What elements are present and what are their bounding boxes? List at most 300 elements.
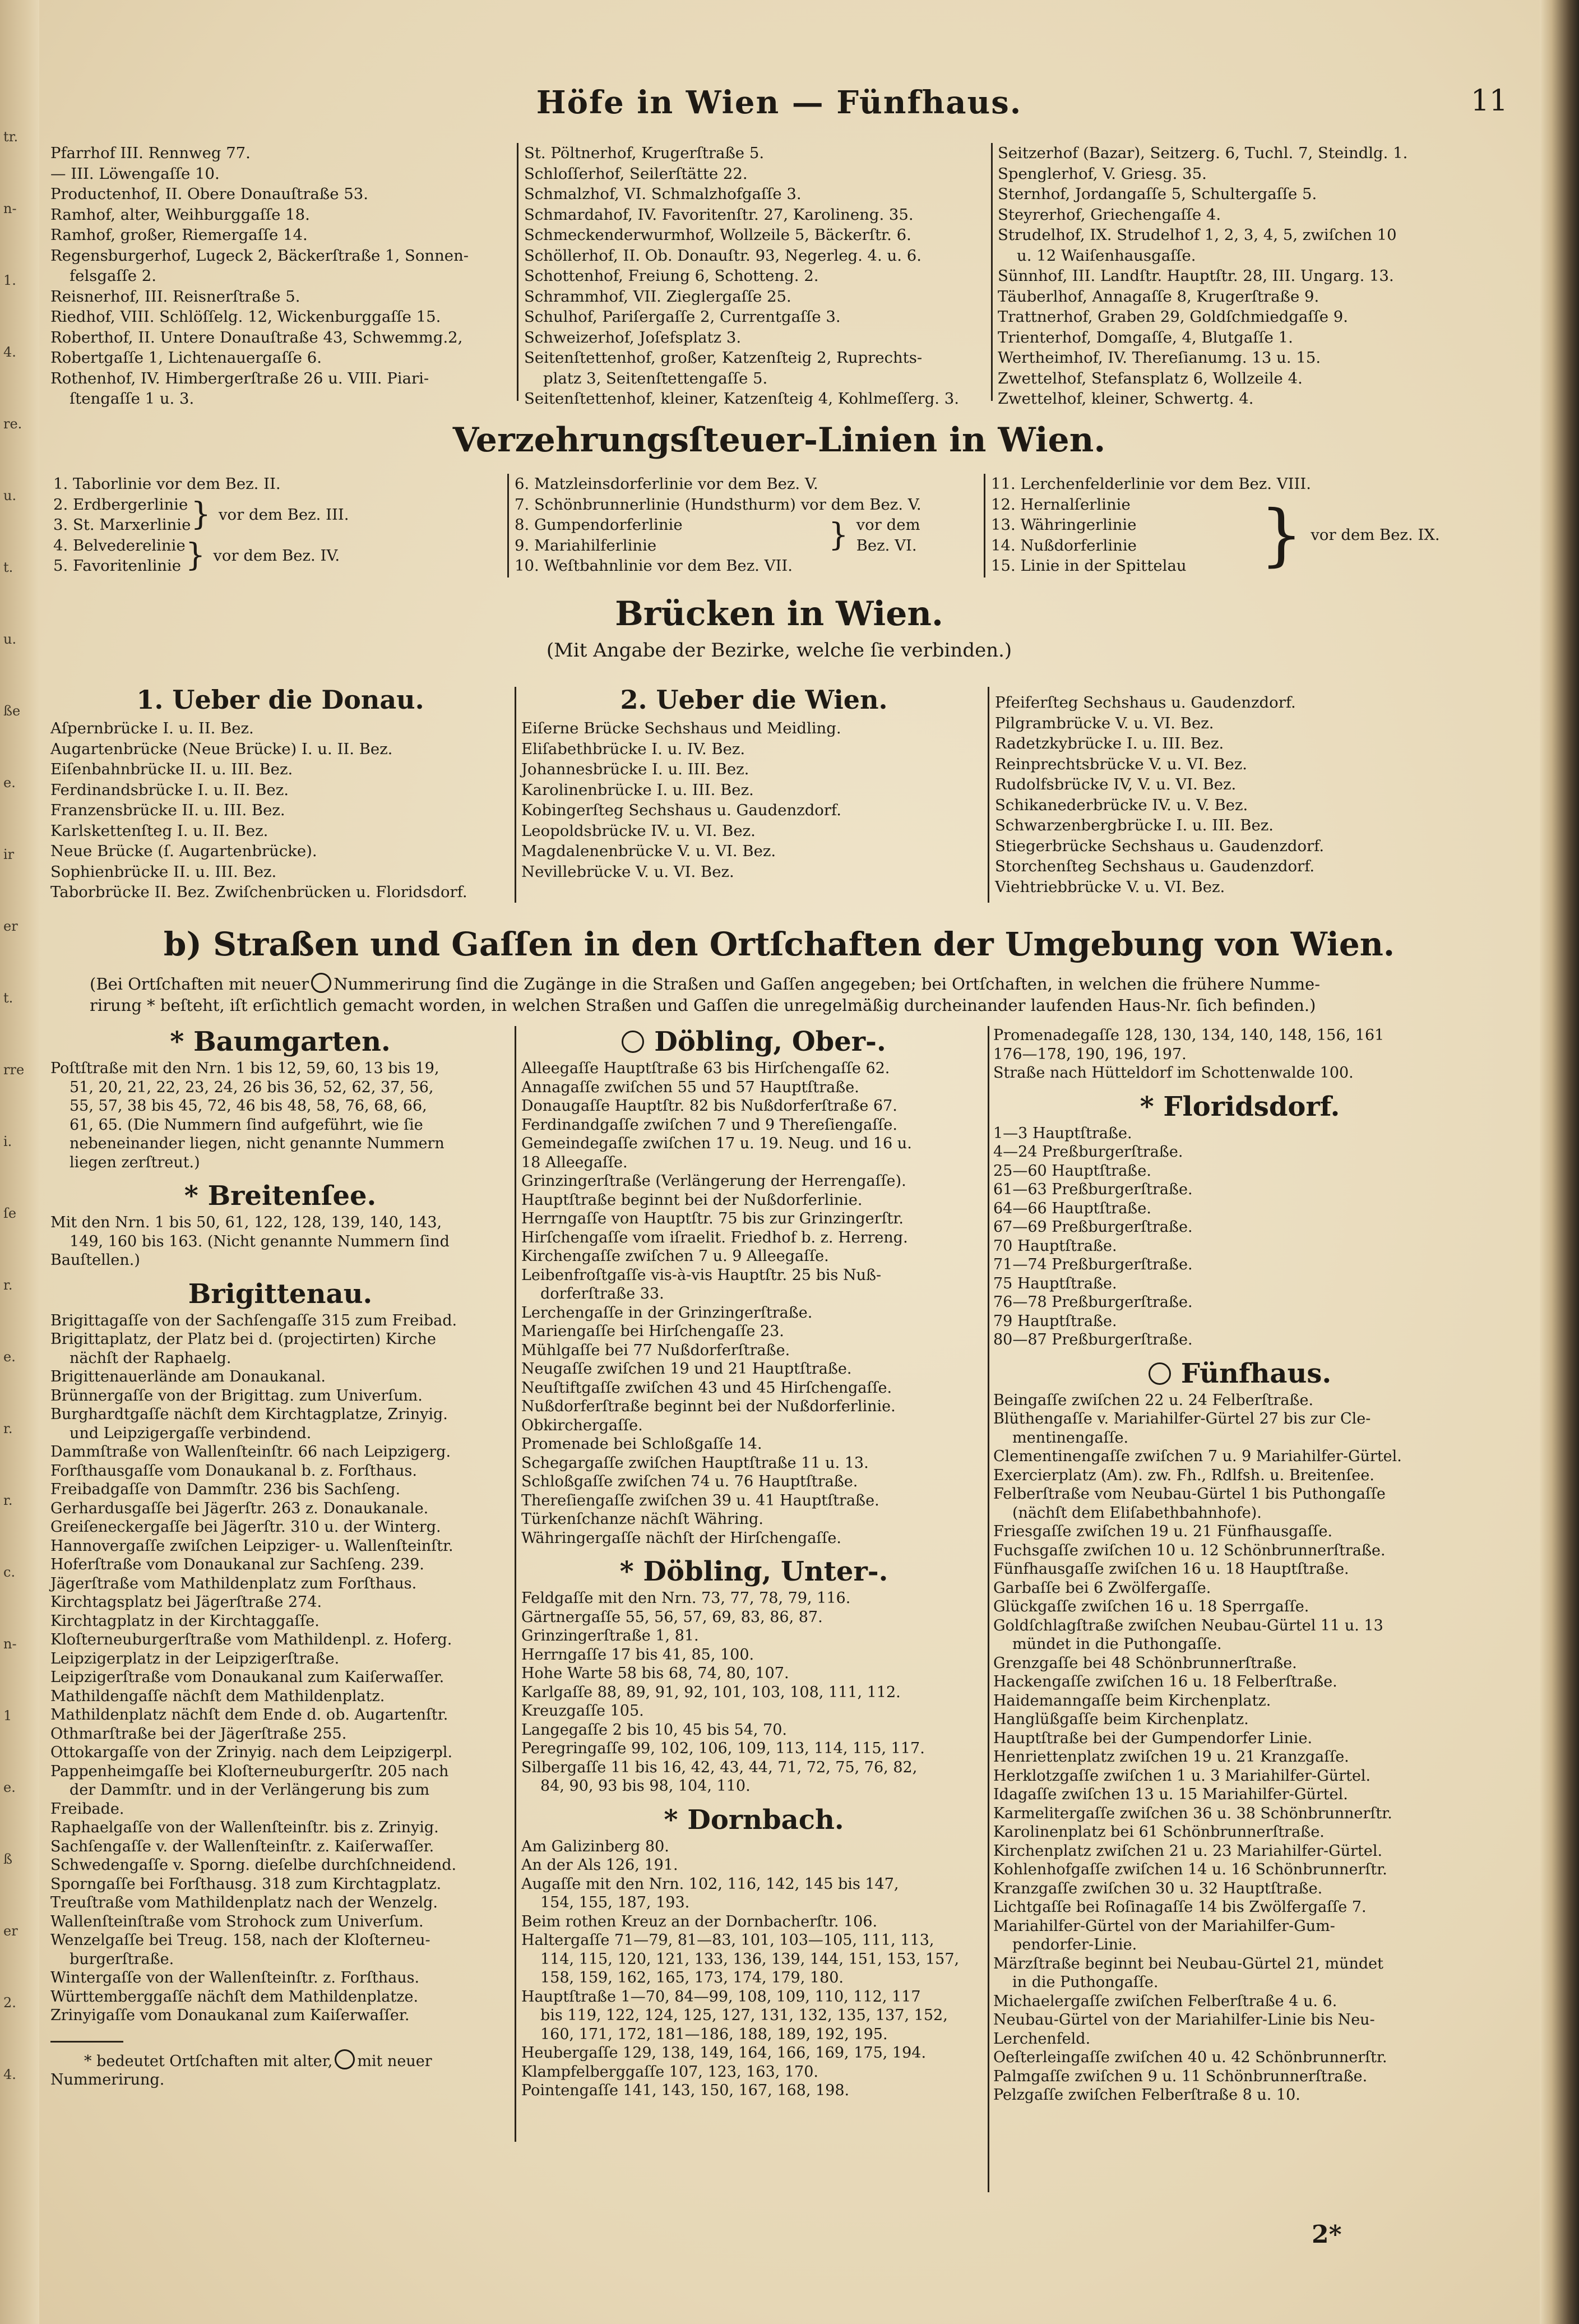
list-item: Eliſabethbrücke I. u. IV. Bez.: [521, 740, 745, 758]
circle-symbol-icon: [622, 1031, 644, 1053]
list-item: Sporngaſſe bei Forſthausg. 318 zum Kirchtagplatz.: [50, 1875, 442, 1893]
list-item: 76—78 Preßburgerſtraße.: [993, 1293, 1193, 1311]
list-item: Brigittaplatz, der Platz bei d. (projectirten) Kirche: [50, 1330, 436, 1348]
column-rule: [517, 143, 518, 401]
list-item: mündet in die Puthongaſſe.: [1012, 1635, 1222, 1653]
strassen-note: [90, 973, 1480, 1016]
list-item: felsgaſſe 2.: [70, 267, 156, 285]
strassen-column-3: [993, 1026, 1487, 2105]
list-item: Herrngaſſe 17 bis 41, 85, 100.: [521, 1646, 754, 1664]
list-item: Hackengaſſe zwiſchen 16 u. 18 Felberſtraße.: [993, 1673, 1337, 1690]
list-item: Schottenhof, Freiung 6, Schotteng. 2.: [524, 267, 819, 285]
footnote-text: * bedeutet Ortſchaften mit alter,: [84, 2052, 333, 2070]
list-item: Fünfhausgaſſe zwiſchen 16 u. 18 Hauptſtraße.: [993, 1560, 1349, 1578]
list-item: Karmelitergaſſe zwiſchen 36 u. 38 Schönbrunnerſtr.: [993, 1804, 1392, 1822]
page-header: [50, 84, 1508, 123]
list-item: Palmgaſſe zwiſchen 9 u. 11 Schönbrunnerſtraße.: [993, 2067, 1368, 2085]
list-item: Eiſerne Brücke Sechshaus und Meidling.: [521, 719, 841, 737]
list-item: 3. St. Marxerlinie: [53, 516, 191, 534]
list-item: Greiſeneckergaſſe bei Jägerſtr. 310 u. der Winterg.: [50, 1518, 441, 1536]
list-item: Sachſengaſſe v. der Wallenſteinſtr. z. Kaiſerwaſſer.: [50, 1837, 434, 1855]
bruecken-title: Brücken in Wien.: [615, 594, 943, 634]
margin-fragment: tr.: [3, 129, 18, 145]
list-item: Kirchenplatz zwiſchen 21 u. 23 Mariahilfer-Gürtel.: [993, 1842, 1383, 1860]
place-heading: [50, 1024, 510, 1059]
list-item: u. 12 Waiſenhausgaſſe.: [1017, 246, 1196, 265]
footnote-text: Nummerirung.: [50, 2071, 165, 2089]
list-item: Schwarzenbergbrücke I. u. III. Bez.: [995, 816, 1274, 834]
list-item: Herklotzgaſſe zwiſchen 1 u. 3 Mariahilfer-Gürtel.: [993, 1767, 1371, 1785]
list-item: Peregringaſſe 99, 102, 106, 109, 113, 114, 115, 117.: [521, 1740, 925, 1757]
list-item: liegen zerſtreut.): [70, 1153, 200, 1171]
margin-fragment: t.: [3, 990, 13, 1006]
list-item: Seitenſtettenhof, großer, Katzenſteig 2, Ruprechts-: [524, 349, 923, 367]
list-item: Rudolfsbrücke IV, V. u. VI. Bez.: [995, 775, 1237, 793]
margin-fragment: n-: [3, 201, 17, 216]
list-item: 4. Belvederelinie: [53, 536, 186, 555]
circle-symbol-icon: [311, 973, 331, 993]
list-item: 160, 171, 172, 181—186, 188, 189, 192, 195.: [540, 2025, 888, 2043]
place-name: * Floridsdorf.: [1140, 1091, 1340, 1122]
margin-fragment: 4.: [3, 2067, 16, 2082]
margin-fragment: ir: [3, 847, 15, 862]
list-item: Brünnergaſſe von der Brigittag. zum Univerſum.: [50, 1387, 423, 1404]
list-item: Freibadgaſſe von Dammſtr. 236 bis Sachſeng.: [50, 1481, 401, 1498]
list-item: 61—63 Preßburgerſtraße.: [993, 1181, 1193, 1198]
list-item: Donaugaſſe Hauptſtr. 82 bis Nußdorferſtraße 67.: [521, 1097, 897, 1115]
list-item: Gärtnergaſſe 55, 56, 57, 69, 83, 86, 87.: [521, 1608, 823, 1626]
list-item: dorferſtraße 33.: [540, 1285, 664, 1302]
list-item: Leipzigerplatz in der Leipzigerſtraße.: [50, 1650, 340, 1667]
page-title: Höfe in Wien — Fünfhaus.: [536, 84, 1022, 121]
list-item: Karlgaſſe 88, 89, 91, 92, 101, 103, 108, 111, 112.: [521, 1683, 901, 1701]
list-item: bis 119, 122, 124, 125, 127, 131, 132, 135, 137, 152,: [540, 2007, 948, 2024]
list-item: pendorfer-Linie.: [1012, 1936, 1137, 1953]
place-name: * Dornbach.: [664, 1804, 844, 1836]
list-item: Rothenhof, IV. Himbergerſtraße 26 u. VIII. Piari-: [50, 369, 429, 387]
margin-fragment: rre: [3, 1062, 25, 1078]
list-item: Langegaſſe 2 bis 10, 45 bis 54, 70.: [521, 1721, 788, 1739]
list-item: Henriettenplatz zwiſchen 19 u. 21 Kranzgaſſe.: [993, 1748, 1349, 1766]
brace-glyph: }: [828, 516, 849, 553]
list-item: Promenade bei Schloßgaſſe 14.: [521, 1435, 762, 1453]
list-item: Lerchengaſſe in der Grinzingerſtraße.: [521, 1304, 813, 1322]
list-item: An der Als 126, 191.: [521, 1856, 678, 1874]
margin-fragment: 2.: [3, 1995, 16, 2011]
list-item: Poſtſtraße mit den Nrn. 1 bis 12, 59, 60, 13 bis 19,: [50, 1060, 439, 1077]
bruecken-column-2: [521, 681, 987, 882]
list-item: Schwedengaſſe v. Sporng. dieſelbe durchſchneidend.: [50, 1856, 457, 1874]
list-item: Spenglerhof, V. Griesg. 35.: [998, 164, 1207, 183]
place-heading: [521, 1803, 987, 1837]
column-rule: [507, 474, 509, 577]
list-item: Heubergaſſe 129, 138, 149, 164, 166, 169, 175, 194.: [521, 2044, 927, 2062]
place-heading: [50, 1277, 510, 1311]
list-item: Wenzelgaſſe bei Treug. 158, nach der Kloſterneu-: [50, 1932, 430, 1949]
list-item: 149, 160 bis 163. (Nicht genannte Nummern ſind: [70, 1232, 450, 1250]
list-item: 51, 20, 21, 22, 23, 24, 26 bis 36, 52, 62, 37, 56,: [70, 1078, 434, 1096]
list-item: Haidemanngaſſe beim Kirchenplatz.: [993, 1692, 1271, 1709]
list-item: Wintergaſſe von der Wallenſteinſtr. z. Forſthaus.: [50, 1969, 420, 1986]
list-item: — III. Löwengaſſe 10.: [50, 164, 220, 183]
margin-fragment: ſe: [3, 1205, 17, 1221]
place-name: * Baumgarten.: [170, 1026, 391, 1057]
bruecken-subtitle: (Mit Angabe der Bezirke, welche ſie verbinden.): [546, 639, 1012, 662]
list-item: Hanglüßgaſſe beim Kirchenplatz.: [993, 1711, 1249, 1728]
bruecken-column-3: [995, 692, 1488, 897]
list-item: Täuberlhof, Annagaſſe 8, Krugerſtraße 9.: [998, 287, 1319, 306]
brace-label: vor dem Bez. III.: [219, 505, 349, 524]
list-item: Productenhof, II. Obere Donauſtraße 53.: [50, 185, 369, 203]
list-item: Schulhof, Pariſergaſſe 2, Currentgaſſe 3.: [524, 308, 841, 326]
list-item: Ferdinandsbrücke I. u. II. Bez.: [50, 780, 289, 799]
list-item: Hauptſtraße 1—70, 84—99, 108, 109, 110, 112, 117: [521, 1988, 921, 2006]
brace-glyph: }: [191, 496, 211, 533]
margin-fragment: 1: [3, 1708, 12, 1724]
list-item: Burghardtgaſſe nächſt dem Kirchtagplatze, Zrinyig.: [50, 1406, 448, 1423]
list-item: 5. Favoritenlinie: [53, 557, 182, 575]
list-item: 9. Mariahilferlinie: [515, 536, 657, 555]
margin-fragment: 4.: [3, 344, 16, 360]
list-item: Mariengaſſe bei Hirſchengaſſe 23.: [521, 1323, 784, 1340]
brace-label: vor dem Bez. IX.: [1311, 526, 1440, 544]
list-item: Ramhof, alter, Weihburggaſſe 18.: [50, 205, 310, 224]
list-item: Taborbrücke II. Bez. Zwiſchenbrücken u. Floridsdorf.: [50, 883, 467, 901]
list-item: Robertgaſſe 1, Lichtenauergaſſe 6.: [50, 349, 322, 367]
list-item: burgerſtraße.: [70, 1950, 174, 1968]
list-item: Hauptſtraße beginnt bei der Nußdorferlinie.: [521, 1191, 863, 1209]
column-rule: [988, 687, 989, 903]
place-heading: [521, 1024, 987, 1059]
list-item: Schloſſerhof, Seilerſtätte 22.: [524, 164, 748, 183]
list-item: Pfarrhof III. Rennweg 77.: [50, 144, 251, 162]
verzehrung-title: Verzehrungsſteuer-Linien in Wien.: [452, 421, 1106, 460]
note-text: (Bei Ortſchaften mit neuer: [90, 974, 309, 994]
circle-symbol-icon: [335, 2049, 355, 2069]
list-item: Am Galizinberg 80.: [521, 1837, 669, 1855]
note-text: Nummerirung ſind die Zugänge in die Straßen und Gaſſen angegeben; bei Ortſchaften, in welchen die frühere Numme-: [334, 974, 1321, 994]
list-item: Leibenfroſtgaſſe vis-à-vis Hauptſtr. 25 bis Nuß-: [521, 1266, 882, 1284]
list-item: Karolinenplatz bei 61 Schönbrunnerſtraße.: [993, 1823, 1325, 1841]
list-item: Promenadegaſſe 128, 130, 134, 140, 148, 156, 161: [993, 1027, 1384, 1044]
list-item: Raphaelgaſſe von der Wallenſteinſtr. bis z. Zrinyig.: [50, 1819, 439, 1836]
list-item: Gemeindegaſſe zwiſchen 17 u. 19. Neug. und 16 u.: [521, 1135, 912, 1152]
list-item: 11. Lerchenfelderlinie vor dem Bez. VIII.: [991, 475, 1311, 493]
signature-mark: 2*: [1312, 2220, 1342, 2249]
list-item: Grinzingerſtraße 1, 81.: [521, 1627, 699, 1644]
list-item: 80—87 Preßburgerſtraße.: [993, 1331, 1193, 1348]
brace-label: Bez. VI.: [856, 536, 917, 555]
list-item: 67—69 Preßburgerſtraße.: [993, 1218, 1193, 1236]
list-item: Kranzgaſſe zwiſchen 30 u. 32 Hauptſtraße.: [993, 1879, 1323, 1897]
list-item: Schegargaſſe zwiſchen Hauptſtraße 11 u. 13.: [521, 1454, 869, 1472]
list-item: Sophienbrücke II. u. III. Bez.: [50, 862, 277, 881]
brace-glyph: }: [1260, 496, 1303, 574]
list-item: Mathildenplatz nächſt dem Ende d. ob. Augartenſtr.: [50, 1706, 448, 1724]
list-item: Reisnerhof, III. Reisnerſtraße 5.: [50, 287, 300, 306]
list-item: Glückgaſſe zwiſchen 16 u. 18 Sperrgaſſe.: [993, 1598, 1309, 1615]
list-item: 84, 90, 93 bis 98, 104, 110.: [540, 1777, 751, 1795]
list-item: Schmalzhof, VI. Schmalzhofgaſſe 3.: [524, 185, 802, 203]
list-item: Pfeiferſteg Sechshaus u. Gaudenzdorf.: [995, 694, 1296, 711]
list-item: mentinengaſſe.: [1012, 1429, 1129, 1447]
list-item: Roberthof, II. Untere Donauſtraße 43, Schwemmg.2,: [50, 328, 463, 346]
list-item: 70 Hauptſtraße.: [993, 1237, 1117, 1255]
brace-glyph: }: [185, 537, 206, 574]
margin-fragment: r.: [3, 1493, 13, 1508]
column-rule: [515, 687, 516, 903]
brace-label: vor dem: [856, 516, 920, 534]
list-item: Oeſterleingaſſe zwiſchen 40 u. 42 Schönbrunnerſtr.: [993, 2049, 1387, 2066]
column-rule: [515, 1026, 516, 2142]
list-item: Schrammhof, VII. Zieglergaſſe 25.: [524, 287, 791, 306]
list-item: 13. Währingerlinie: [991, 516, 1137, 534]
column-rule: [988, 1026, 989, 2192]
list-item: nebeneinander liegen, nicht genannte Nummern: [70, 1135, 444, 1152]
strassen-column-2: [521, 1018, 987, 2100]
list-item: 18 Alleegaſſe.: [521, 1153, 628, 1171]
list-item: Beim rothen Kreuz an der Dornbacherſtr. 106.: [521, 1912, 878, 1930]
hoefe-column-2: [524, 143, 992, 409]
list-item: Blüthengaſſe v. Mariahilfer-Gürtel 27 bis zur Cle-: [993, 1410, 1371, 1427]
list-item: Hauptſtraße bei der Gumpendorfer Linie.: [993, 1729, 1313, 1747]
list-item: Neue Brücke (ſ. Augartenbrücke).: [50, 842, 317, 860]
place-heading: [50, 1179, 510, 1213]
column-rule: [984, 474, 985, 577]
book-spine: [1540, 0, 1579, 2324]
list-item: Grenzgaſſe bei 48 Schönbrunnerſtraße.: [993, 1654, 1297, 1672]
list-item: Gerhardusgaſſe bei Jägerſtr. 263 z. Donaukanale.: [50, 1499, 429, 1517]
list-item: Brigittenauerlände am Donaukanal.: [50, 1368, 326, 1385]
list-item: in die Puthongaſſe.: [1012, 1974, 1159, 1991]
margin-fragment: ß: [3, 1851, 13, 1867]
donau-title: 1. Ueber die Donau.: [136, 685, 424, 715]
place-heading: [993, 1356, 1487, 1391]
list-item: 176—178, 190, 196, 197.: [993, 1045, 1187, 1063]
list-item: 14. Nußdorferlinie: [991, 536, 1137, 555]
list-item: Kohlenhofgaſſe zwiſchen 14 u. 16 Schönbrunnerſtr.: [993, 1861, 1387, 1878]
list-item: Leipzigerſtraße vom Donaukanal zum Kaiſerwaſſer.: [50, 1669, 444, 1686]
list-item: 71—74 Preßburgerſtraße.: [993, 1256, 1193, 1273]
place-name: * Döbling, Unter-.: [619, 1556, 888, 1587]
list-item: Kirchtagplatz in der Kirchtaggaſſe.: [50, 1612, 319, 1630]
column-rule: [991, 143, 993, 401]
list-item: 75 Hauptſtraße.: [993, 1274, 1117, 1292]
list-item: Hirſchengaſſe vom iſraelit. Friedhof b. z. Herreng.: [521, 1228, 908, 1246]
list-item: Kreuzgaſſe 105.: [521, 1702, 644, 1720]
list-item: Augartenbrücke (Neue Brücke) I. u. II. Bez.: [50, 740, 393, 758]
list-item: platz 3, Seitenſtettengaſſe 5.: [543, 369, 768, 387]
strassen-title: b) Straßen und Gaſſen in den Ortſchaften der Umgebung von Wien.: [163, 925, 1395, 963]
margin-fragment: r.: [3, 1421, 13, 1436]
list-item: Radetzkybrücke I. u. III. Bez.: [995, 734, 1224, 752]
list-item: Sünnhof, III. Landſtr. Hauptſtr. 28, III. Ungarg. 13.: [998, 267, 1394, 285]
list-item: Idagaſſe zwiſchen 13 u. 15 Mariahilfer-Gürtel.: [993, 1786, 1348, 1803]
list-item: Johannesbrücke I. u. III. Bez.: [521, 760, 749, 778]
list-item: Württemberggaſſe nächſt dem Mathildenplatze.: [50, 1988, 419, 2006]
list-item: ſtengaſſe 1 u. 3.: [70, 390, 195, 408]
list-item: Nevillebrücke V. u. VI. Bez.: [521, 862, 734, 881]
wien-title: 2. Ueber die Wien.: [620, 685, 888, 715]
list-item: Ferdinandgaſſe zwiſchen 7 und 9 Thereſiengaſſe.: [521, 1116, 897, 1134]
list-item: Märzſtraße beginnt bei Neubau-Gürtel 21, mündet: [993, 1955, 1384, 1972]
margin-fragment: c.: [3, 1564, 16, 1580]
list-item: 158, 159, 162, 165, 173, 174, 179, 180.: [540, 1969, 844, 1986]
list-item: Schweizerhof, Joſefsplatz 3.: [524, 328, 742, 346]
list-item: Exercierplatz (Am). zw. Fh., Rdlfsh. u. Breitenſee.: [993, 1466, 1374, 1484]
list-item: Wallenſteinſtraße vom Strohock zum Univerſum.: [50, 1912, 424, 1930]
place-heading: [993, 1089, 1487, 1124]
list-item: Mathildengaſſe nächſt dem Mathildenplatz.: [50, 1687, 385, 1705]
list-item: Neugaſſe zwiſchen 19 und 21 Hauptſtraße.: [521, 1360, 852, 1378]
margin-fragment: re.: [3, 416, 22, 432]
margin-fragment: t.: [3, 560, 13, 575]
list-item: der Dammſtr. und in der Verlängerung bis zum: [70, 1781, 430, 1799]
list-item: Forſthausgaſſe vom Donaukanal b. z. Forſthaus.: [50, 1462, 417, 1480]
list-item: Zwettelhof, Stefansplatz 6, Wollzeile 4.: [998, 369, 1303, 387]
list-item: Bauſtellen.): [50, 1251, 140, 1269]
list-item: Othmarſtraße bei der Jägerſtraße 255.: [50, 1725, 347, 1743]
list-item: 15. Linie in der Spittelau: [991, 557, 1187, 575]
list-item: Lerchenfeld.: [993, 2030, 1091, 2048]
list-item: 12. Hernalſerlinie: [991, 495, 1131, 514]
bruecken-column-1: [50, 681, 510, 903]
list-item: Thereſiengaſſe zwiſchen 39 u. 41 Hauptſtraße.: [521, 1491, 879, 1509]
margin-fragment: 1.: [3, 272, 16, 288]
list-item: 64—66 Hauptſtraße.: [993, 1199, 1151, 1217]
margin-fragment: ße: [3, 703, 21, 719]
margin-fragment: i.: [3, 1134, 12, 1149]
list-item: Riedhof, VIII. Schlöſſelg. 12, Wickenburggaſſe 15.: [50, 308, 441, 326]
verzehrung-column-2: [515, 474, 991, 576]
list-item: 1—3 Hauptſtraße.: [993, 1124, 1132, 1142]
list-item: Straße nach Hütteldorf im Schottenwalde 100.: [993, 1064, 1354, 1082]
list-item: Neubau-Gürtel von der Mariahilfer-Linie bis Neu-: [993, 2011, 1375, 2029]
list-item: Brigittagaſſe von der Sachſengaſſe 315 zum Freibad.: [50, 1311, 457, 1329]
list-item: Leopoldsbrücke IV. u. VI. Bez.: [521, 821, 756, 840]
list-item: Freibade.: [50, 1800, 124, 1818]
list-item: Hoferſtraße vom Donaukanal zur Sachſeng. 239.: [50, 1556, 424, 1573]
list-item: Kloſterneuburgerſtraße vom Mathildenpl. z. Hoferg.: [50, 1631, 452, 1648]
list-item: Storchenſteg Sechshaus u. Gaudenzdorf.: [995, 857, 1315, 875]
page-number: 11: [1470, 84, 1508, 118]
list-item: Pelzgaſſe zwiſchen Felberſtraße 8 u. 10.: [993, 2086, 1300, 2104]
list-item: Goldſchlagſtraße zwiſchen Neubau-Gürtel 11 u. 13: [993, 1616, 1383, 1634]
list-item: Schloßgaſſe zwiſchen 74 u. 76 Hauptſtraße.: [521, 1473, 858, 1490]
list-item: Feldgaſſe mit den Nrn. 73, 77, 78, 79, 116.: [521, 1590, 851, 1607]
list-item: nächſt der Raphaelg.: [70, 1349, 231, 1367]
list-item: Hohe Warte 58 bis 68, 74, 80, 107.: [521, 1665, 789, 1682]
list-item: Pappenheimgaſſe bei Kloſterneuburgerſtr. 205 nach: [50, 1762, 449, 1780]
margin-fragment: n-: [3, 1636, 17, 1652]
list-item: Seitenſtettenhof, kleiner, Katzenſteig 4, Kohlmeſſerg. 3.: [524, 390, 960, 408]
list-item: Pilgrambrücke V. u. VI. Bez.: [995, 714, 1214, 732]
list-item: 2. Erdbergerlinie: [53, 495, 188, 514]
list-item: 6. Matzleinsdorferlinie vor dem Bez. V.: [515, 475, 818, 493]
list-item: Lichtgaſſe bei Roſinagaſſe 14 bis Zwölfergaſſe 7.: [993, 1898, 1367, 1916]
list-item: Pointengaſſe 141, 143, 150, 167, 168, 198.: [521, 2082, 850, 2099]
list-item: Steyrerhof, Griechengaſſe 4.: [998, 205, 1221, 224]
margin-fragment: e.: [3, 1780, 16, 1795]
list-item: Fuchsgaſſe zwiſchen 10 u. 12 Schönbrunnerſtraße.: [993, 1541, 1386, 1559]
verzehrung-column-3: [991, 474, 1495, 576]
list-item: 79 Hauptſtraße.: [993, 1312, 1117, 1330]
list-item: Herrngaſſe von Hauptſtr. 75 bis zur Grinzingerſtr.: [521, 1210, 904, 1227]
margin-fragment: er: [3, 918, 18, 934]
footnote-text: mit neuer: [357, 2052, 432, 2070]
margin-fragment: e.: [3, 1349, 16, 1365]
list-item: 10. Weſtbahnlinie vor dem Bez. VII.: [515, 557, 793, 575]
list-item: Zwettelhof, kleiner, Schwertg. 4.: [998, 390, 1254, 408]
margin-fragment: r.: [3, 1277, 13, 1293]
list-item: Viehtriebbrücke V. u. VI. Bez.: [995, 877, 1225, 896]
list-item: (nächſt dem Eliſabethbahnhofe).: [1012, 1504, 1262, 1522]
note-text: rirung * beſteht, iſt erſichtlich gemacht worden, in welchen Straßen und Gaſſen die unregelmäßig durcheinander laufenden Haus-Nr. ſich befinden.): [90, 996, 1316, 1015]
list-item: Hannovergaſſe zwiſchen Leipziger- u. Wallenſteinſtr.: [50, 1537, 453, 1555]
list-item: 114, 115, 120, 121, 133, 136, 139, 144, 151, 153, 157,: [540, 1950, 960, 1968]
list-item: Dammſtraße von Wallenſteinſtr. 66 nach Leipzigerg.: [50, 1443, 451, 1461]
list-item: Jägerſtraße vom Mathildenplatz zum Forſthaus.: [50, 1574, 417, 1592]
list-item: Sternhof, Jordangaſſe 5, Schultergaſſe 5.: [998, 185, 1317, 203]
list-item: 25—60 Hauptſtraße.: [993, 1162, 1151, 1180]
list-item: Garbaſſe bei 6 Zwölfergaſſe.: [993, 1579, 1211, 1597]
list-item: Beingaſſe zwiſchen 22 u. 24 Felberſtraße.: [993, 1391, 1314, 1409]
list-item: 61, 65. (Die Nummern ſind aufgeführt, wie ſie: [70, 1116, 423, 1134]
footnote: [50, 2049, 510, 2071]
margin-fragment: u.: [3, 488, 17, 503]
list-item: Mit den Nrn. 1 bis 50, 61, 122, 128, 139, 140, 143,: [50, 1214, 442, 1231]
list-item: Seitzerhof (Bazar), Seitzerg. 6, Tuchl. 7, Steindlg. 1.: [998, 144, 1408, 162]
list-item: Währingergaſſe nächſt der Hirſchengaſſe.: [521, 1529, 841, 1547]
list-item: Schmeckenderwurmhof, Wollzeile 5, Bäckerſtr. 6.: [524, 226, 911, 244]
list-item: 154, 155, 187, 193.: [540, 1894, 690, 1911]
list-item: 8. Gumpendorferlinie: [515, 516, 683, 534]
list-item: Mühlgaſſe bei 77 Nußdorferſtraße.: [521, 1341, 790, 1359]
list-item: Strudelhof, IX. Strudelhof 1, 2, 3, 4, 5, zwiſchen 10: [998, 226, 1397, 244]
list-item: Nußdorferſtraße beginnt bei der Nußdorferlinie.: [521, 1398, 896, 1415]
list-item: Karlskettenſteg I. u. II. Bez.: [50, 821, 268, 840]
list-item: Schmardahof, IV. Favoritenſtr. 27, Karolineng. 35.: [524, 205, 914, 224]
place-name: Döbling, Ober-.: [654, 1026, 886, 1057]
list-item: Magdalenenbrücke V. u. VI. Bez.: [521, 842, 776, 860]
list-item: Aſpernbrücke I. u. II. Bez.: [50, 719, 254, 737]
margin-fragment: e.: [3, 775, 16, 791]
list-item: Karolinenbrücke I. u. III. Bez.: [521, 780, 754, 799]
footnote-rule: [50, 2041, 123, 2043]
margin-fragment: u.: [3, 631, 17, 647]
list-item: Friesgaſſe zwiſchen 19 u. 21 Fünfhausgaſſe.: [993, 1523, 1333, 1540]
hoefe-column-3: [998, 143, 1485, 409]
brace-label: vor dem Bez. IV.: [213, 546, 340, 565]
place-heading: [521, 1554, 987, 1589]
hoefe-column-1: [50, 143, 507, 409]
list-item: Kobingerſteg Sechshaus u. Gaudenzdorf.: [521, 801, 841, 819]
list-item: Grinzingerſtraße (Verlängerung der Herrengaſſe).: [521, 1172, 906, 1190]
list-item: Zrinyigaſſe vom Donaukanal zum Kaiſerwaſſer.: [50, 2007, 410, 2024]
list-item: Neuſtiftgaſſe zwiſchen 43 und 45 Hirſchengaſſe.: [521, 1379, 892, 1397]
margin-fragment: er: [3, 1923, 18, 1939]
place-name: Fünfhaus.: [1180, 1357, 1332, 1389]
list-item: Franzensbrücke II. u. III. Bez.: [50, 801, 285, 819]
list-item: Treuſtraße vom Mathildenplatz nach der Wenzelg.: [50, 1894, 438, 1911]
list-item: Wertheimhof, IV. Thereſianumg. 13 u. 15.: [998, 349, 1321, 367]
list-item: Ramhof, großer, Riemergaſſe 14.: [50, 226, 308, 244]
list-item: Kirchtagsplatz bei Jägerſtraße 274.: [50, 1593, 322, 1611]
list-item: und Leipzigergaſſe verbindend.: [70, 1424, 312, 1442]
list-item: 7. Schönbrunnerlinie (Hundsthurm) vor dem Bez. V.: [515, 495, 922, 514]
list-item: Reinprechtsbrücke V. u. VI. Bez.: [995, 755, 1247, 773]
list-item: Alleegaſſe Hauptſtraße 63 bis Hirſchengaſſe 62.: [521, 1060, 890, 1077]
